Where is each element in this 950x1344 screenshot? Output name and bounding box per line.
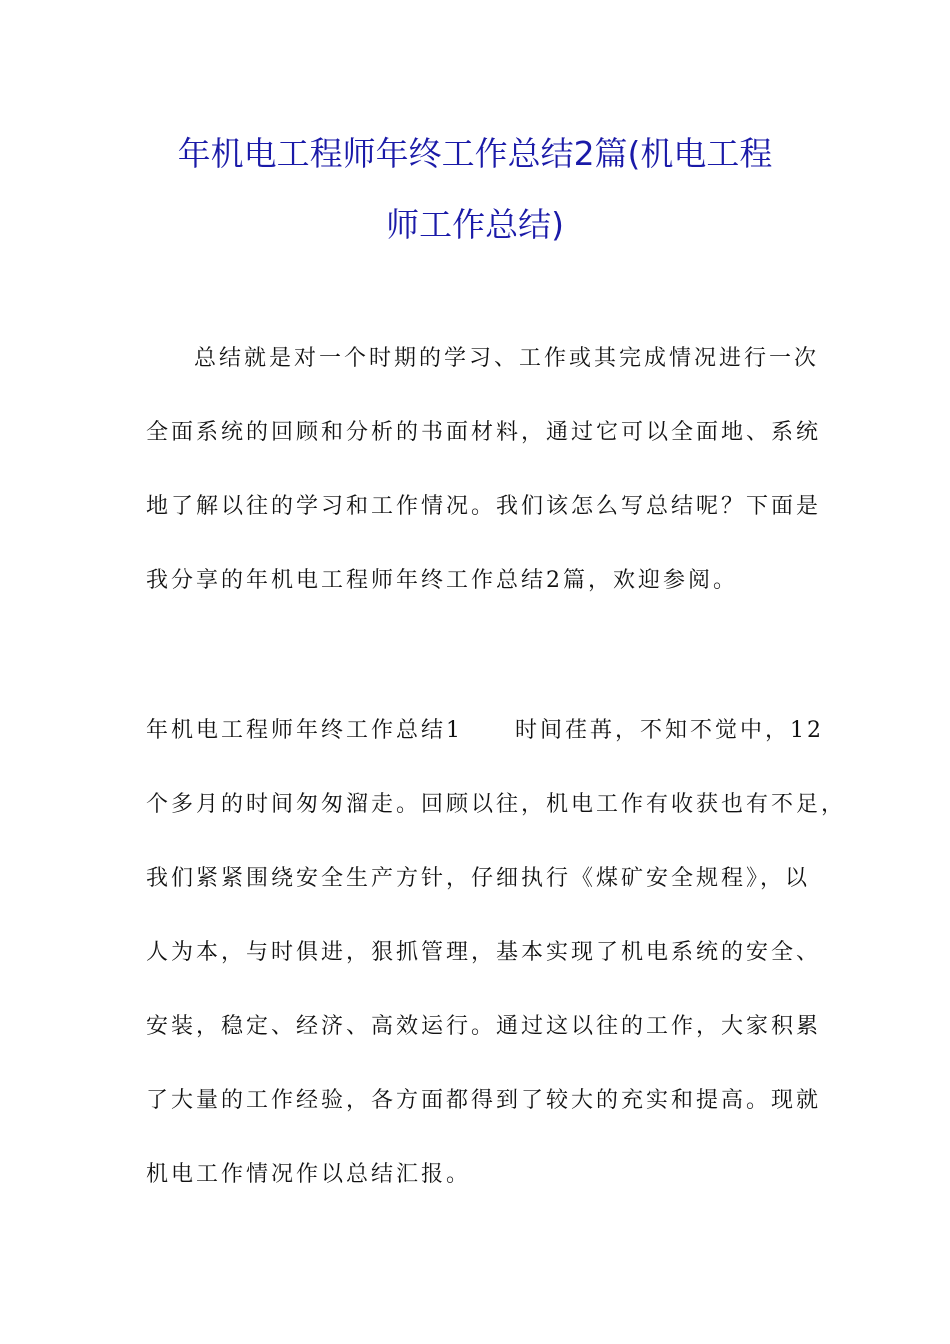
section-1-line: 人为本，与时俱进，狠抓管理，基本实现了机电系统的安全、 <box>146 940 822 965</box>
document-title-line-1: 年机电工程师年终工作总结2篇(机电工程 <box>177 134 773 173</box>
intro-paragraph-line: 我分享的年机电工程师年终工作总结2篇，欢迎参阅。 <box>146 568 738 593</box>
section-1-line: 机电工作情况作以总结汇报。 <box>146 1162 472 1187</box>
intro-paragraph-line: 地了解以往的学习和工作情况。我们该怎么写总结呢？下面是 <box>146 494 822 519</box>
intro-paragraph-line: 全面系统的回顾和分析的书面材料，通过它可以全面地、系统 <box>146 420 822 445</box>
section-1-line: 我们紧紧围绕安全生产方针，仔细执行《煤矿安全规程》，以 <box>146 866 811 891</box>
section-1-line: 了大量的工作经验，各方面都得到了较大的充实和提高。现就 <box>146 1088 822 1113</box>
section-1-line: 个多月的时间匆匆溜走。回顾以往，机电工作有收获也有不足， <box>146 792 847 817</box>
document-title-line-2: 师工作总结) <box>386 205 564 244</box>
section-1-line: 安装，稳定、经济、高效运行。通过这以往的工作，大家积累 <box>146 1014 822 1039</box>
section-1-heading: 年机电工程师年终工作总结1 <box>146 718 463 743</box>
intro-paragraph-line: 总结就是对一个时期的学习、工作或其完成情况进行一次 <box>194 346 820 371</box>
section-1-first-text: 时间荏苒，不知不觉中，12 <box>515 718 824 743</box>
section-1-first-line <box>146 716 824 746</box>
